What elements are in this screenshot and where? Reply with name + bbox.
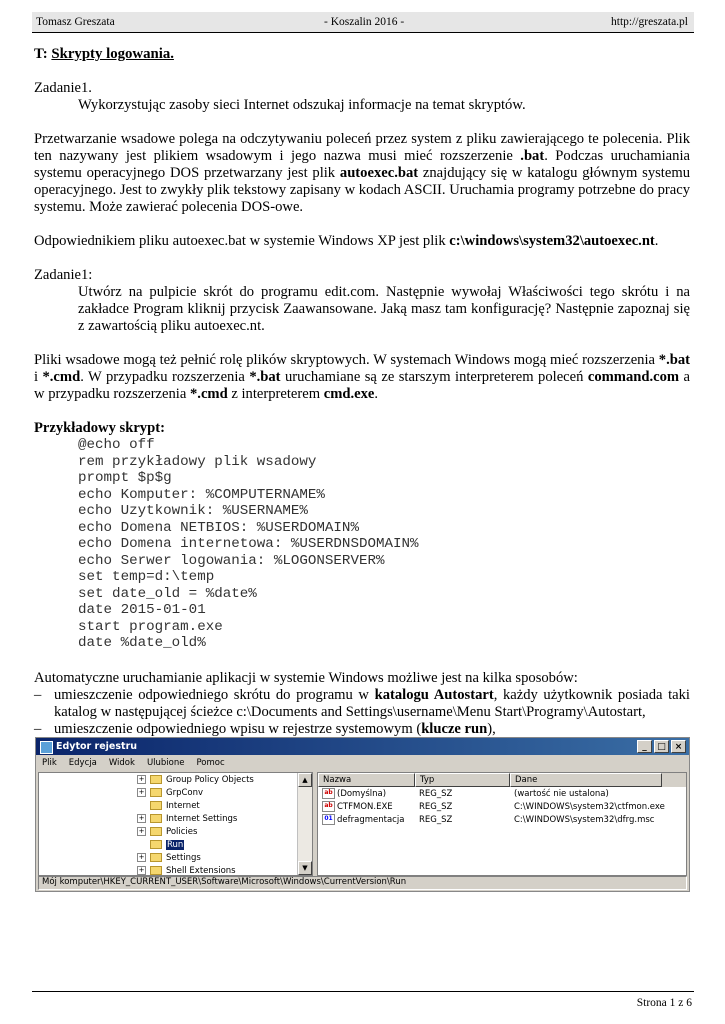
cell-type: REG_SZ (419, 801, 453, 812)
code-line: set temp=d:\temp (78, 569, 215, 585)
tree-item-label: Settings (166, 852, 201, 863)
table-row[interactable] (318, 787, 686, 800)
expand-icon[interactable]: + (138, 788, 145, 796)
regedit-icon (40, 741, 53, 754)
tree-item[interactable] (137, 786, 203, 799)
tree-item[interactable] (137, 825, 197, 838)
paragraph-batch-processing: Przetwarzanie wsadowe polega na odczytywaniu poleceń przez system z pliku zawierającego te polecenia. Plik ten nazywany jest plikiem wsadowym i jego nazwa musi mieć rozszerzenie .bat. Podczas uruchamiania systemu operacyjnego DOS przetwarzany jest plik autoexec.bat znajdujący się w katalogu głównym systemu operacyjnego. Jest to zwykły plik tekstowy zapisany w kodach ASCII. Uruchamia programy potrzebne do pracy systemu. Może zawierać polecenia DOS-owe. (34, 131, 690, 215)
code-line: date 2015-01-01 (78, 602, 206, 618)
cell-data: (wartość nie ustalona) (514, 788, 609, 799)
page-footer (32, 991, 694, 1009)
tree-item-label: Shell Extensions (166, 865, 236, 876)
tree-item[interactable] (137, 864, 236, 876)
task2-label: Zadanie1: (34, 267, 93, 283)
code-line: prompt $p$g (78, 470, 172, 486)
page-number: Strona 1 z 6 (636, 997, 692, 1009)
folder-icon (150, 840, 162, 849)
string-value-icon: ab (322, 788, 335, 799)
tree-item-label: GrpConv (166, 787, 204, 798)
list-header (318, 773, 686, 787)
menu-item-plik[interactable]: Plik (42, 758, 57, 768)
expand-icon[interactable]: + (138, 827, 145, 835)
cell-type: REG_SZ (419, 814, 453, 825)
cell-name: 01 defragmentacja (318, 814, 415, 825)
code-line: echo Domena NETBIOS: %USERDOMAIN% (78, 519, 359, 536)
paragraph-autostart: Automatyczne uruchamianie aplikacji w systemie Windows możliwe jest na kilka sposobów: (34, 669, 578, 686)
cell-data: C:\WINDOWS\system32\dfrg.msc (514, 814, 655, 825)
task1-label: Zadanie1. (34, 80, 92, 96)
list-item: – umieszczenie odpowiedniego wpisu w rejestrze systemowym (klucze run), (34, 721, 690, 738)
script-heading: Przykładowy skrypt: (34, 420, 165, 436)
code-line: echo Serwer logowania: %LOGONSERVER% (78, 552, 385, 569)
folder-icon (150, 775, 162, 784)
registry-values-list (317, 772, 687, 876)
cell-name: ab CTFMON.EXE (318, 801, 415, 812)
window-title: Edytor rejestru (56, 741, 138, 752)
code-line: @echo off (78, 437, 155, 453)
string-value-icon: ab (322, 801, 335, 812)
tree-scrollbar[interactable] (297, 773, 312, 875)
page-header (32, 12, 694, 33)
tree-item-label: Internet (166, 800, 200, 811)
tree-item[interactable] (137, 799, 200, 812)
document-body (34, 46, 690, 738)
expand-icon[interactable]: + (138, 853, 145, 861)
folder-icon (150, 788, 162, 797)
task2-text: Utwórz na pulpicie skrót do programu edit.com. Następnie wywołaj Właściwości tego skrótu i na zakładce Program kliknij przycisk Zaawansowane. Jaką masz tam konfigurację? Następnie zapoznaj się z zawartością pliku autoexec.nt. (78, 284, 690, 334)
column-header-typ[interactable]: Typ (415, 773, 510, 787)
table-row[interactable] (318, 800, 686, 813)
page-title: T: Skrypty logowania. (34, 46, 174, 62)
scroll-up-button[interactable]: ▲ (298, 773, 312, 787)
status-bar: Mój komputer\HKEY_CURRENT_USER\Software\Microsoft\Windows\CurrentVersion\Run (38, 876, 687, 890)
script-code-block (34, 437, 690, 652)
folder-icon (150, 827, 162, 836)
header-author: Tomasz Greszata (36, 16, 115, 28)
cell-name: ab (Domyślna) (318, 788, 415, 799)
folder-icon (150, 866, 162, 875)
binary-value-icon: 01 (322, 814, 335, 825)
cell-data: C:\WINDOWS\system32\ctfmon.exe (514, 801, 665, 812)
column-header-dane[interactable]: Dane (510, 773, 662, 787)
tree-item-label: Run (167, 839, 184, 850)
folder-icon (150, 853, 162, 862)
task1-text: Wykorzystując zasoby sieci Internet odszukaj informacje na temat skryptów. (78, 97, 526, 113)
cell-type: REG_SZ (419, 788, 453, 799)
code-line: date %date_old% (78, 635, 206, 651)
tree-item-label: Group Policy Objects (166, 774, 254, 785)
registry-editor-window (35, 737, 690, 892)
window-titlebar[interactable] (36, 738, 689, 755)
column-header-nazwa[interactable]: Nazwa (318, 773, 415, 787)
code-line: echo Komputer: %COMPUTERNAME% (78, 486, 325, 503)
menu-item-edycja[interactable]: Edycja (68, 758, 97, 768)
tree-item[interactable] (137, 838, 184, 851)
tree-item[interactable] (137, 773, 254, 786)
code-line: start program.exe (78, 618, 223, 635)
header-url: http://greszata.pl (611, 16, 688, 28)
list-item: – umieszczenie odpowiedniego skrótu do programu w katalogu Autostart, każdy użytkownik posiada taki katalog w następującej ścieżce c:\Documents and Settings\username\Menu Start\Programy\Autostart, (34, 687, 690, 721)
registry-tree (38, 772, 313, 876)
paragraph-script-files: Pliki wsadowe mogą też pełnić rolę plików skryptowych. W systemach Windows mogą mieć rozszerzenia *.bat i *.cmd. W przypadku rozszerzenia *.bat uruchamiane są ze starszym interpreterem poleceń command.com a w przypadku rozszerzenia *.cmd z interpreterem cmd.exe. (34, 352, 690, 402)
autostart-methods-list (34, 687, 690, 738)
header-location: - Koszalin 2016 - (324, 16, 405, 28)
expand-icon[interactable]: + (138, 775, 145, 783)
table-row[interactable] (318, 813, 686, 826)
folder-icon (150, 814, 162, 823)
tree-item[interactable] (137, 851, 201, 864)
scroll-down-button[interactable]: ▼ (298, 861, 312, 875)
menu-bar (36, 755, 689, 771)
expand-icon[interactable]: + (138, 866, 145, 874)
menu-item-pomoc[interactable]: Pomoc (196, 758, 225, 768)
close-button[interactable]: × (671, 740, 686, 753)
code-line: set date_old = %date% (78, 585, 257, 602)
code-line: rem przykładowy plik wsadowy (78, 453, 317, 470)
code-line: echo Domena internetowa: %USERDNSDOMAIN% (78, 536, 419, 552)
paragraph-autoexec-nt: Odpowiednikiem pliku autoexec.bat w systemie Windows XP jest plik c:\windows\system32\autoexec.nt. (34, 233, 659, 249)
expand-icon[interactable]: + (138, 814, 145, 822)
tree-item-label: Policies (166, 826, 198, 837)
menu-item-ulubione[interactable]: Ulubione (146, 758, 185, 768)
folder-icon (150, 801, 162, 810)
maximize-button[interactable]: □ (654, 740, 669, 753)
menu-item-widok[interactable]: Widok (108, 758, 135, 768)
code-line: echo Uzytkownik: %USERNAME% (78, 503, 308, 519)
tree-item-label: Internet Settings (166, 813, 238, 824)
minimize-button[interactable]: _ (637, 740, 652, 753)
tree-item[interactable] (137, 812, 237, 825)
